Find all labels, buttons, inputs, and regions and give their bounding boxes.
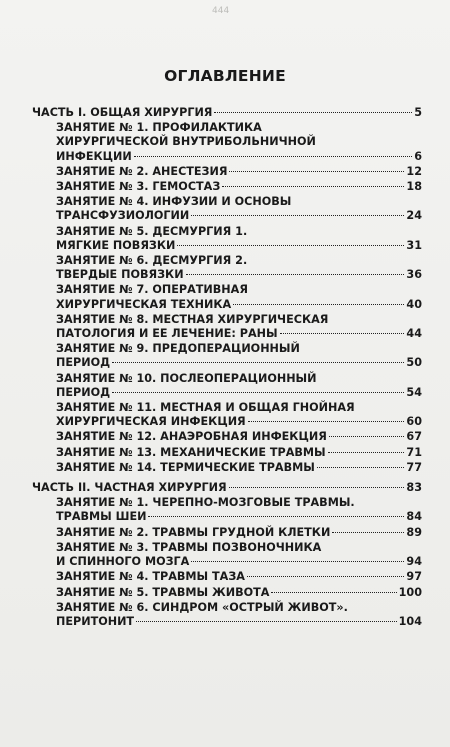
toc-line: [56, 430, 422, 444]
toc-entry-text: ИНФЕКЦИИ: [56, 149, 132, 163]
toc-entry-text: ЗАНЯТИЕ № 11. МЕСТНАЯ И ОБЩАЯ ГНОЙНАЯ: [56, 401, 355, 415]
toc-entry-text: ПЕРИТОНИТ: [56, 614, 135, 628]
toc-entry-text: ЗАНЯТИЕ № 13. МЕХАНИЧЕСКИЕ ТРАВМЫ: [56, 445, 326, 459]
toc-line: [56, 356, 422, 370]
toc-line: [56, 165, 422, 179]
dot-leader: [191, 561, 404, 562]
toc-line: [56, 298, 422, 312]
toc-lesson-entry: [32, 372, 422, 400]
toc-lesson-entry: [32, 446, 422, 460]
dot-leader: [191, 215, 404, 216]
toc-entry-text: ЗАНЯТИЕ № 2. ТРАВМЫ ГРУДНОЙ КЛЕТКИ: [56, 525, 331, 539]
toc-entry-text: И СПИННОГО МОЗГА: [56, 555, 190, 569]
page-number: 18: [406, 180, 422, 194]
dot-leader: [177, 245, 404, 246]
page-number: 36: [406, 268, 422, 282]
toc-line: [56, 150, 422, 164]
toc-lesson-entry: [32, 313, 422, 341]
toc-line: [56, 342, 422, 356]
page-number: 60: [406, 415, 422, 429]
dot-leader: [222, 186, 404, 187]
dot-leader: [148, 516, 404, 517]
dot-leader: [229, 171, 404, 172]
toc-entry-text: ЗАНЯТИЕ № 10. ПОСЛЕОПЕРАЦИОННЫЙ: [56, 371, 317, 385]
dot-leader: [317, 467, 405, 468]
toc-entry-text: ЗАНЯТИЕ № 3. ГЕМОСТАЗ: [56, 180, 221, 194]
page-number: 94: [406, 555, 422, 569]
toc-line: [56, 615, 422, 629]
toc-lesson-entry: [32, 586, 422, 600]
dot-leader: [247, 576, 404, 577]
toc-lesson-entry: [32, 601, 422, 629]
page-number: 44: [406, 327, 422, 341]
toc-line: [56, 268, 422, 282]
toc-line: [56, 283, 422, 297]
toc-entry-text: ЗАНЯТИЕ № 3. ТРАВМЫ ПОЗВОНОЧНИКА: [56, 540, 322, 554]
toc-line: [56, 313, 422, 327]
toc-lesson-entry: [32, 496, 422, 524]
toc-lesson-entry: [32, 180, 422, 194]
toc-line: [56, 526, 422, 540]
toc-lesson-entry: [32, 526, 422, 540]
toc-entry-text: ЗАНЯТИЕ № 1. ПРОФИЛАКТИКА: [56, 121, 262, 135]
dot-leader: [134, 156, 412, 157]
page-number-ghost: 444: [212, 6, 230, 16]
toc-line: [56, 254, 422, 268]
dot-leader: [186, 274, 405, 275]
toc-line: [56, 386, 422, 400]
toc-line: [56, 601, 422, 615]
toc-entry-text: ПАТОЛОГИЯ И ЕЕ ЛЕЧЕНИЕ: РАНЫ: [56, 327, 278, 341]
toc-line: [56, 496, 422, 510]
toc-line: [56, 541, 422, 555]
page-number: 24: [406, 209, 422, 223]
dot-leader: [280, 333, 405, 334]
toc-entry-text: ПЕРИОД: [56, 385, 111, 399]
toc-entry-text: ХИРУРГИЧЕСКАЯ ИНФЕКЦИЯ: [56, 415, 246, 429]
toc-entry-text: ЗАНЯТИЕ № 12. АНАЭРОБНАЯ ИНФЕКЦИЯ: [56, 430, 327, 444]
page-number: 104: [398, 614, 422, 628]
toc-entry-text: ЗАНЯТИЕ № 4. ИНФУЗИИ И ОСНОВЫ: [56, 195, 292, 209]
page-number: 5: [414, 106, 422, 119]
page-number: 31: [406, 238, 422, 252]
dot-leader: [136, 621, 397, 622]
page-title: ОГЛАВЛЕНИЕ: [164, 67, 286, 85]
page-number: 100: [398, 585, 422, 599]
toc-line: [32, 106, 422, 120]
toc-lesson-entry: [32, 121, 422, 164]
toc-part-heading: [32, 481, 422, 495]
dot-leader: [112, 392, 404, 393]
toc-entry-text: ТВЕРДЫЕ ПОВЯЗКИ: [56, 268, 184, 282]
toc-entry-text: ЗАНЯТИЕ № 7. ОПЕРАТИВНАЯ: [56, 283, 248, 297]
dot-leader: [329, 436, 405, 437]
toc-lesson-entry: [32, 283, 422, 311]
page-number: 54: [406, 385, 422, 399]
toc-lesson-entry: [32, 430, 422, 444]
toc-entry-text: МЯГКИЕ ПОВЯЗКИ: [56, 238, 176, 252]
page-number: 89: [406, 525, 422, 539]
toc-line: [56, 401, 422, 415]
toc-lesson-entry: [32, 401, 422, 429]
table-of-contents: [32, 106, 422, 630]
toc-line: [56, 586, 422, 600]
page-number: 71: [406, 445, 422, 459]
page-number: 83: [406, 481, 422, 495]
toc-lesson-entry: [32, 342, 422, 370]
toc-entry-text: ЗАНЯТИЕ № 5. ТРАВМЫ ЖИВОТА: [56, 585, 270, 599]
toc-line: [56, 372, 422, 386]
toc-entry-text: ХИРУРГИЧЕСКОЙ ВНУТРИБОЛЬНИЧНОЙ: [56, 135, 316, 149]
page-number: 50: [406, 356, 422, 370]
toc-entry-text: ЗАНЯТИЕ № 14. ТЕРМИЧЕСКИЕ ТРАВМЫ: [56, 460, 315, 474]
toc-entry-text: ЗАНЯТИЕ № 2. АНЕСТЕЗИЯ: [56, 164, 228, 178]
page-number: 84: [406, 510, 422, 524]
dot-leader: [328, 452, 405, 453]
toc-entry-text: ЧАСТЬ I. ОБЩАЯ ХИРУРГИЯ: [32, 106, 213, 119]
toc-line: [56, 570, 422, 584]
dot-leader: [271, 592, 396, 593]
toc-line: [56, 555, 422, 569]
toc-lesson-entry: [32, 461, 422, 475]
toc-line: [56, 461, 422, 475]
toc-line: [56, 121, 422, 135]
toc-lesson-entry: [32, 254, 422, 282]
toc-entry-text: ЗАНЯТИЕ № 5. ДЕСМУРГИЯ 1.: [56, 224, 248, 238]
toc-part-heading: [32, 106, 422, 120]
toc-entry-text: ЗАНЯТИЕ № 6. ДЕСМУРГИЯ 2.: [56, 254, 248, 268]
page-number: 67: [406, 430, 422, 444]
toc-line: [56, 239, 422, 253]
toc-line: [56, 135, 422, 149]
toc-lesson-entry: [32, 541, 422, 569]
toc-entry-text: ТРАНСФУЗИОЛОГИИ: [56, 209, 190, 223]
dot-leader: [229, 487, 405, 488]
toc-lesson-entry: [32, 195, 422, 223]
toc-entry-text: ЗАНЯТИЕ № 1. ЧЕРЕПНО-МОЗГОВЫЕ ТРАВМЫ.: [56, 496, 355, 510]
toc-entry-text: ПЕРИОД: [56, 356, 111, 370]
dot-leader: [214, 112, 412, 113]
dot-leader: [233, 304, 404, 305]
toc-lesson-entry: [32, 225, 422, 253]
dot-leader: [248, 421, 405, 422]
toc-line: [56, 510, 422, 524]
dot-leader: [112, 362, 404, 363]
toc-entry-text: ХИРУРГИЧЕСКАЯ ТЕХНИКА: [56, 297, 232, 311]
toc-entry-text: ЗАНЯТИЕ № 6. СИНДРОМ «ОСТРЫЙ ЖИВОТ».: [56, 600, 348, 614]
toc-entry-text: ЗАНЯТИЕ № 4. ТРАВМЫ ТАЗА: [56, 570, 245, 584]
toc-line: [56, 415, 422, 429]
toc-entry-text: ЗАНЯТИЕ № 9. ПРЕДОПЕРАЦИОННЫЙ: [56, 342, 300, 356]
toc-entry-text: ЗАНЯТИЕ № 8. МЕСТНАЯ ХИРУРГИЧЕСКАЯ: [56, 312, 329, 326]
toc-line: [56, 225, 422, 239]
toc-entry-text: ЧАСТЬ II. ЧАСТНАЯ ХИРУРГИЯ: [32, 481, 227, 495]
toc-line: [32, 481, 422, 495]
toc-line: [56, 180, 422, 194]
toc-line: [56, 446, 422, 460]
toc-line: [56, 195, 422, 209]
page-number: 6: [414, 149, 422, 163]
toc-lesson-entry: [32, 165, 422, 179]
toc-lesson-entry: [32, 570, 422, 584]
page-number: 12: [406, 164, 422, 178]
toc-entry-text: ТРАВМЫ ШЕИ: [56, 510, 147, 524]
page-number: 77: [406, 460, 422, 474]
dot-leader: [332, 532, 404, 533]
page-number: 40: [406, 297, 422, 311]
toc-line: [56, 209, 422, 223]
toc-line: [56, 327, 422, 341]
page-number: 97: [406, 570, 422, 584]
